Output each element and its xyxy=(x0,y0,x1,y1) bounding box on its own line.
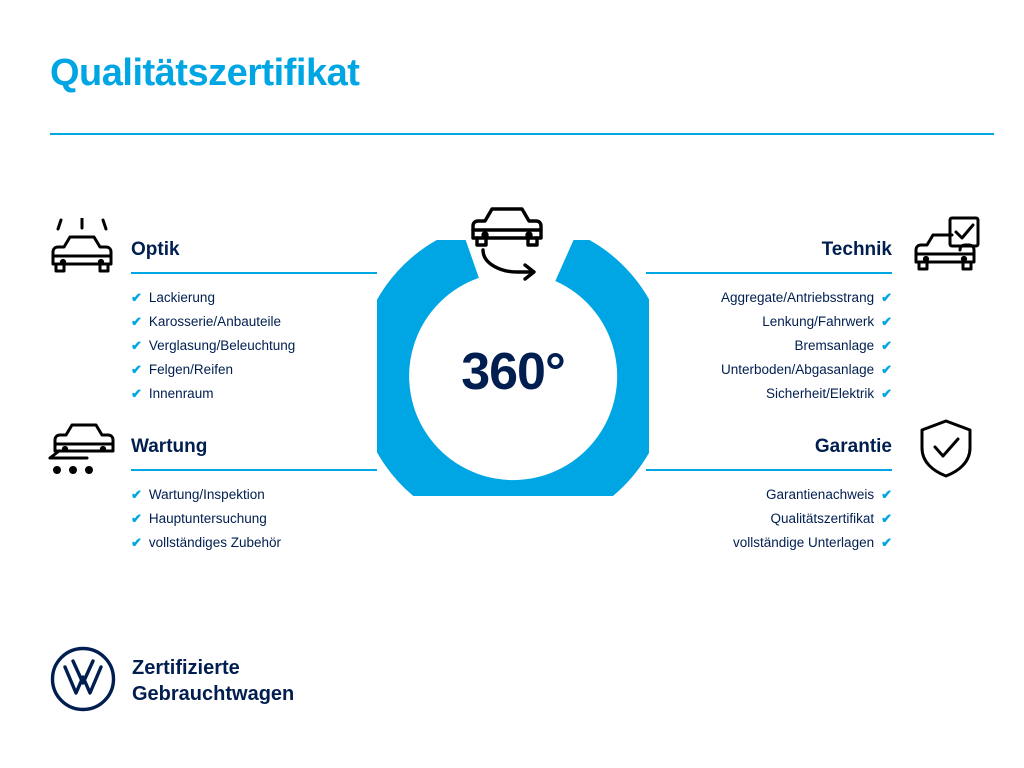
check-icon: ✔ xyxy=(881,535,892,550)
section-garantie-divider xyxy=(646,469,892,471)
check-badge xyxy=(377,196,649,496)
check-icon: ✔ xyxy=(881,511,892,526)
list-item xyxy=(646,286,892,310)
ring-label: Gebrauchtwagen-Check xyxy=(418,385,608,472)
section-wartung-divider xyxy=(131,469,377,471)
list-item-label: Karosserie/Anbauteile xyxy=(148,314,281,329)
list-item-label: Verglasung/Beleuchtung xyxy=(148,338,296,353)
car-checklist-icon xyxy=(912,216,982,283)
list-item-label: Aggregate/Antriebsstrang xyxy=(720,290,875,305)
list-item xyxy=(131,358,377,382)
footer-line-1: Zertifizierte xyxy=(132,657,240,679)
list-item-label: Lenkung/Fahrwerk xyxy=(762,314,875,329)
list-item-label: Qualitätszertifikat xyxy=(770,511,875,526)
section-garantie-title: Garantie xyxy=(814,436,892,457)
check-icon: ✔ xyxy=(881,338,892,353)
check-icon: ✔ xyxy=(131,487,142,502)
list-item-label: Unterboden/Abgasanlage xyxy=(720,362,875,377)
list-item xyxy=(131,310,377,334)
footer-brand-text xyxy=(132,655,294,707)
check-icon: ✔ xyxy=(881,290,892,305)
section-optik-divider xyxy=(131,272,377,274)
section-wartung-header xyxy=(131,435,377,471)
section-wartung-title: Wartung xyxy=(131,436,208,457)
list-item-label: Garantienachweis xyxy=(766,487,875,502)
section-wartung xyxy=(131,435,377,555)
section-optik-list xyxy=(131,286,377,406)
section-optik-title: Optik xyxy=(131,239,180,260)
section-technik-list xyxy=(646,286,892,406)
check-icon: ✔ xyxy=(881,487,892,502)
section-garantie xyxy=(646,435,892,555)
list-item-label: Felgen/Reifen xyxy=(148,362,233,377)
list-item-label: Sicherheit/Elektrik xyxy=(766,386,875,401)
car-shine-icon xyxy=(47,218,117,285)
list-item xyxy=(131,531,377,555)
vw-logo-icon xyxy=(50,646,116,717)
list-item-label: Hauptuntersuchung xyxy=(148,511,267,526)
check-icon: ✔ xyxy=(131,290,142,305)
list-item-label: Innenraum xyxy=(148,386,214,401)
list-item-label: Bremsanlage xyxy=(794,338,875,353)
footer-line-2: Gebrauchtwagen xyxy=(132,683,295,705)
list-item xyxy=(646,531,892,555)
shield-check-icon xyxy=(915,418,977,485)
badge-number: 360° xyxy=(461,343,565,401)
car-lift-icon xyxy=(47,418,117,485)
list-item xyxy=(131,334,377,358)
list-item xyxy=(131,382,377,406)
check-icon: ✔ xyxy=(131,362,142,377)
check-icon: ✔ xyxy=(131,535,142,550)
check-icon: ✔ xyxy=(881,314,892,329)
list-item-label: vollständiges Zubehör xyxy=(148,535,281,550)
section-wartung-list xyxy=(131,483,377,555)
check-icon: ✔ xyxy=(881,362,892,377)
section-garantie-header xyxy=(646,435,892,471)
check-icon: ✔ xyxy=(131,338,142,353)
check-icon: ✔ xyxy=(131,386,142,401)
list-item xyxy=(646,334,892,358)
section-technik-header xyxy=(646,238,892,274)
page-title: Qualitätszertifikat xyxy=(50,52,360,94)
check-icon: ✔ xyxy=(881,386,892,401)
list-item-label: vollständige Unterlagen xyxy=(733,535,875,550)
list-item xyxy=(646,358,892,382)
list-item-label: Lackierung xyxy=(148,290,215,305)
section-optik-header xyxy=(131,238,377,274)
list-item-label: Wartung/Inspektion xyxy=(148,487,265,502)
section-optik xyxy=(131,238,377,406)
list-item xyxy=(646,382,892,406)
list-item xyxy=(646,507,892,531)
section-technik-divider xyxy=(646,272,892,274)
list-item xyxy=(131,483,377,507)
list-item xyxy=(131,507,377,531)
section-technik-title: Technik xyxy=(821,239,892,260)
check-icon: ✔ xyxy=(131,511,142,526)
section-garantie-list xyxy=(646,483,892,555)
list-item xyxy=(131,286,377,310)
list-item xyxy=(646,310,892,334)
check-icon: ✔ xyxy=(131,314,142,329)
section-technik xyxy=(646,238,892,406)
list-item xyxy=(646,483,892,507)
header-divider xyxy=(50,133,994,135)
